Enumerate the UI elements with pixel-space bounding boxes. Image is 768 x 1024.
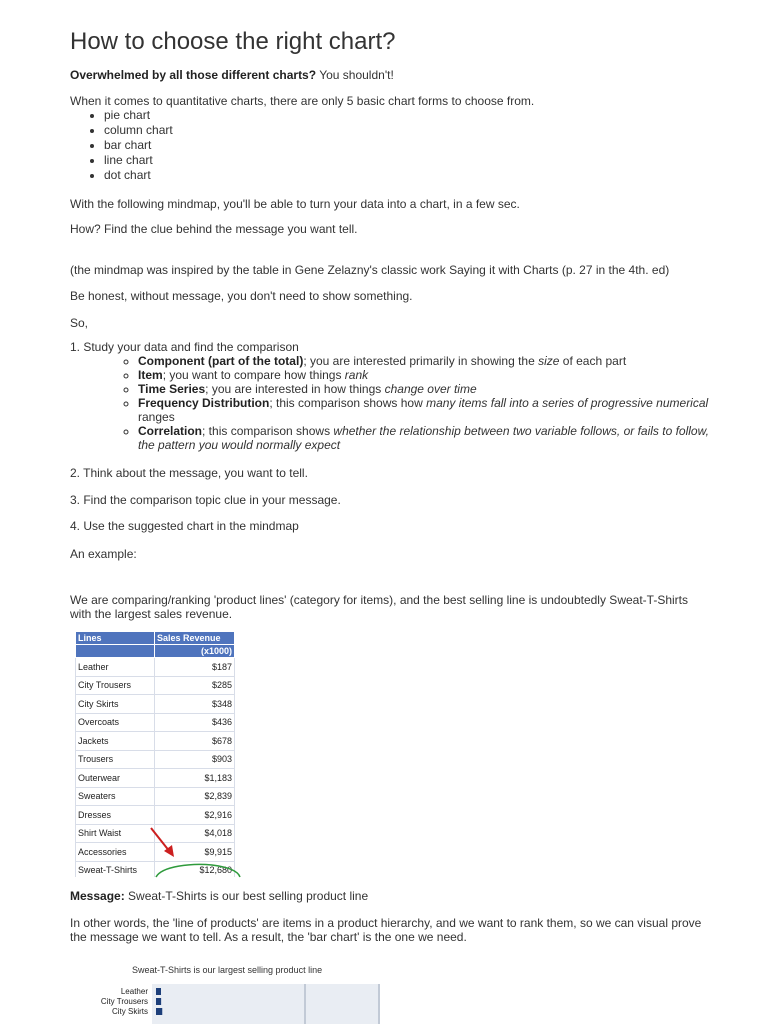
table-cell-revenue: $12,680 xyxy=(155,861,235,877)
comparison-text-end: of each part xyxy=(559,354,627,368)
comparison-emphasis: change over time xyxy=(384,382,477,396)
comparison-list xyxy=(120,354,728,452)
table-cell-line: City Skirts xyxy=(76,695,155,714)
red-arrow-icon xyxy=(148,826,178,860)
chart-category-label: Leather xyxy=(120,987,148,996)
step-2: 2. Think about the message, you want to tell. xyxy=(70,466,308,480)
comparison-term: Correlation xyxy=(138,424,203,438)
comparison-item xyxy=(138,424,728,452)
page-title: How to choose the right chart? xyxy=(70,28,396,55)
comparison-term: Time Series xyxy=(138,382,206,396)
table-row xyxy=(76,658,235,677)
chart-form-item: • column chart xyxy=(104,123,173,138)
other-words-line: In other words, the 'line of products' are items in a product hierarchy, and we want to rank them, so we can visual prove the message we want to tell. As a result, the 'bar chart' is the one we need. xyxy=(70,916,702,944)
table-row xyxy=(76,695,235,714)
message-line xyxy=(70,889,368,903)
table-row xyxy=(76,806,235,825)
chart-form-item: • pie chart xyxy=(104,108,173,123)
comparison-text: ; you are interested primarily in showing the xyxy=(303,354,539,368)
table-cell-line: Accessories xyxy=(76,843,155,862)
message-text: Sweat-T-Shirts is our best selling product line xyxy=(124,889,369,903)
step-1: 1. Study your data and find the comparison xyxy=(70,340,299,354)
example-label: An example: xyxy=(70,547,137,561)
table-row xyxy=(76,750,235,769)
table-cell-revenue: $285 xyxy=(155,676,235,695)
mindmap-line: With the following mindmap, you'll be able to turn your data into a chart, in a few sec. xyxy=(70,197,520,211)
table-row xyxy=(76,713,235,732)
table-row xyxy=(76,787,235,806)
message-label: Message: xyxy=(70,889,125,903)
chart-form-item: • line chart xyxy=(104,153,173,168)
chart-category-label: City Trousers xyxy=(100,997,148,1006)
comparison-text: ; this comparison shows xyxy=(202,424,334,438)
comparison-text-end: ranges xyxy=(138,410,175,424)
table-cell-revenue: $436 xyxy=(155,713,235,732)
comparison-text: ; you are interested in how things xyxy=(205,382,385,396)
table-cell-revenue: $2,916 xyxy=(155,806,235,825)
table-cell-line: Shirt Waist xyxy=(76,824,155,843)
chart-plot-area xyxy=(152,984,380,1024)
table-cell-revenue: $348 xyxy=(155,695,235,714)
quant-line: When it comes to quantitative charts, there are only 5 basic chart forms to choose from. xyxy=(70,94,535,108)
table-cell-line: Sweat-T-Shirts xyxy=(76,861,155,877)
table-cell-revenue: $187 xyxy=(155,658,235,677)
table-header-revenue: Sales Revenue xyxy=(155,632,235,645)
comparison-item xyxy=(138,368,728,382)
inspired-line: (the mindmap was inspired by the table in Gene Zelazny's classic work Saying it with Charts (p. 27 in the 4th. ed) xyxy=(70,263,670,277)
comparison-term: Item xyxy=(138,368,163,382)
comparing-line: We are comparing/ranking 'product lines' (category for items), and the best selling line is undoubtedly Sweat-T-Shirts with the largest sales revenue. xyxy=(70,593,688,621)
table-row xyxy=(76,769,235,788)
how-line: How? Find the clue behind the message you want tell. xyxy=(70,222,358,236)
chart-bar xyxy=(156,988,161,995)
chart-bar xyxy=(156,998,161,1005)
step-4: 4. Use the suggested chart in the mindmap xyxy=(70,519,299,533)
chart-bar xyxy=(156,1008,162,1015)
comparison-item xyxy=(138,382,728,396)
table-cell-line: Dresses xyxy=(76,806,155,825)
table-cell-revenue: $9,915 xyxy=(155,843,235,862)
comparison-emphasis: rank xyxy=(344,368,369,382)
comparison-text: ; you want to compare how things xyxy=(162,368,345,382)
comparison-term: Component (part of the total) xyxy=(138,354,304,368)
so-line: So, xyxy=(70,316,89,330)
comparison-term: Frequency Distribution xyxy=(138,396,270,410)
table-cell-line: Outerwear xyxy=(76,769,155,788)
table-cell-revenue: $1,183 xyxy=(155,769,235,788)
honest-line: Be honest, without message, you don't need to show something. xyxy=(70,289,413,303)
comparison-item xyxy=(138,354,728,368)
chart-forms-list xyxy=(86,108,173,183)
table-cell-line: Sweaters xyxy=(76,787,155,806)
table-cell-line: Overcoats xyxy=(76,713,155,732)
table-cell-revenue: $903 xyxy=(155,750,235,769)
chart-form-item: • dot chart xyxy=(104,168,173,183)
table-cell-line: Leather xyxy=(76,658,155,677)
intro-line xyxy=(70,68,394,82)
table-cell-line: Trousers xyxy=(76,750,155,769)
bar-chart xyxy=(80,964,380,1024)
table-cell-revenue: $678 xyxy=(155,732,235,751)
chart-category-label: City Skirts xyxy=(112,1007,148,1016)
comparison-emphasis: size xyxy=(538,354,560,368)
table-subheader: (x1000) xyxy=(155,645,235,658)
table-row xyxy=(76,676,235,695)
comparison-text: ; this comparison shows how xyxy=(269,396,427,410)
comparison-item xyxy=(138,396,728,424)
comparison-emphasis: whether the relationship between two variable follows, or fails to follow, the pattern you would normally expect xyxy=(138,424,709,452)
green-highlight-icon xyxy=(152,862,244,878)
chart-title: Sweat-T-Shirts is our largest selling product line xyxy=(132,965,323,975)
step-3: 3. Find the comparison topic clue in your message. xyxy=(70,493,341,507)
table-cell-revenue: $2,839 xyxy=(155,787,235,806)
table-cell-revenue: $4,018 xyxy=(155,824,235,843)
intro-bold: Overwhelmed by all those different charts? xyxy=(70,68,317,82)
table-cell-line: Jackets xyxy=(76,732,155,751)
table-row xyxy=(76,732,235,751)
table-header-lines: Lines xyxy=(76,632,155,645)
table-header-blank xyxy=(76,645,155,658)
intro-rest: You shouldn't! xyxy=(316,68,394,82)
comparison-emphasis: many items fall into a series of progressive numerical xyxy=(426,396,709,410)
table-cell-line: City Trousers xyxy=(76,676,155,695)
chart-form-item: • bar chart xyxy=(104,138,173,153)
